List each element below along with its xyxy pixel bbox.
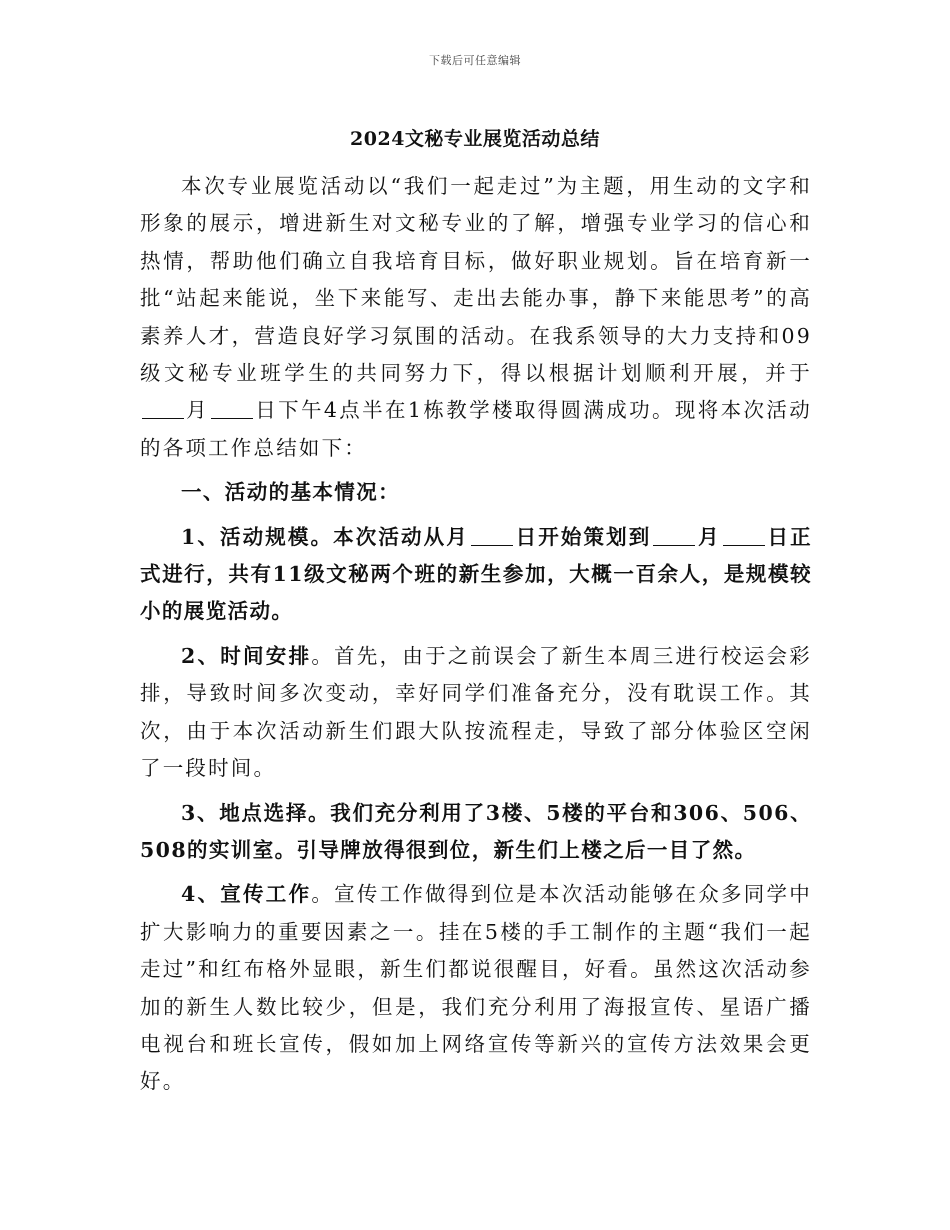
item-location	[140, 795, 812, 870]
date-blank	[471, 525, 513, 546]
intro-paragraph	[140, 168, 812, 467]
date-blank	[211, 398, 253, 419]
item4-heading: 4、宣传工作	[181, 882, 312, 907]
item1-text-1: 1、活动规模。本次活动从月	[181, 524, 469, 549]
date-blank	[653, 525, 695, 546]
section-heading: 一、活动的基本情况：	[181, 480, 400, 505]
header-note: 下载后可任意编辑	[429, 54, 521, 67]
item4-text: 。宣传工作做得到位是本次活动能够在众多同学中扩大影响力的重要因素之一。挂在5楼的手工制作的主题“我们一起走过”和红布格外显眼，新生们都说很醒目，好看。虽然这次活动参加的新生人数比较少，但是，我们充分利用了海报宣传、星语广播电视台和班长宣传，假如加上网络宣传等新兴的宣传方法效果会更好。	[140, 882, 812, 1094]
item-activity-scale	[140, 519, 812, 631]
document-title: 2024文秘专业展览活动总结	[350, 128, 600, 150]
intro-text-3: 日下午4点半在1栋教学楼取得圆满成功。现将本次活动的各项工作总结如下：	[140, 398, 813, 460]
item3-text: 3、地点选择。我们充分利用了3楼、5楼的平台和306、506、508的实训室。引导牌放得很到位，新生们上楼之后一目了然。	[140, 800, 812, 862]
intro-text-2: 月	[186, 398, 210, 423]
item1-text-3: 月	[697, 524, 721, 549]
item-publicity	[140, 876, 812, 1100]
intro-text-1: 本次专业展览活动以“我们一起走过”为主题，用生动的文字和形象的展示，增进新生对文秘专业的了解，增强专业学习的信心和热情，帮助他们确立自我培育目标，做好职业规划。旨在培育新一批“站起来能说，坐下来能写、走出去能办事，静下来能思考”的高素养人才，营造良好学习氛围的活动。在我系领导的大力支持和09级文秘专业班学生的共同努力下，得以根据计划顺利开展，并于	[140, 174, 812, 386]
item2-heading: 2、时间安排	[181, 643, 312, 668]
item1-text-2: 日开始策划到	[514, 524, 652, 549]
item1-text-4: 日正式进行，共有11级文秘两个班的新生参加，大概一百余人，是规模较小的展览活动。	[140, 524, 813, 624]
date-blank	[142, 398, 184, 419]
item-time-arrangement	[140, 638, 812, 788]
date-blank	[723, 525, 765, 546]
item2-text: 。首先，由于之前误会了新生本周三进行校运会彩排，导致时间多次变动，幸好同学们准备充分，没有耽误工作。其次，由于本次活动新生们跟大队按流程走，导致了部分体验区空闲了一段时间。	[140, 643, 812, 781]
document-body	[140, 168, 812, 1101]
